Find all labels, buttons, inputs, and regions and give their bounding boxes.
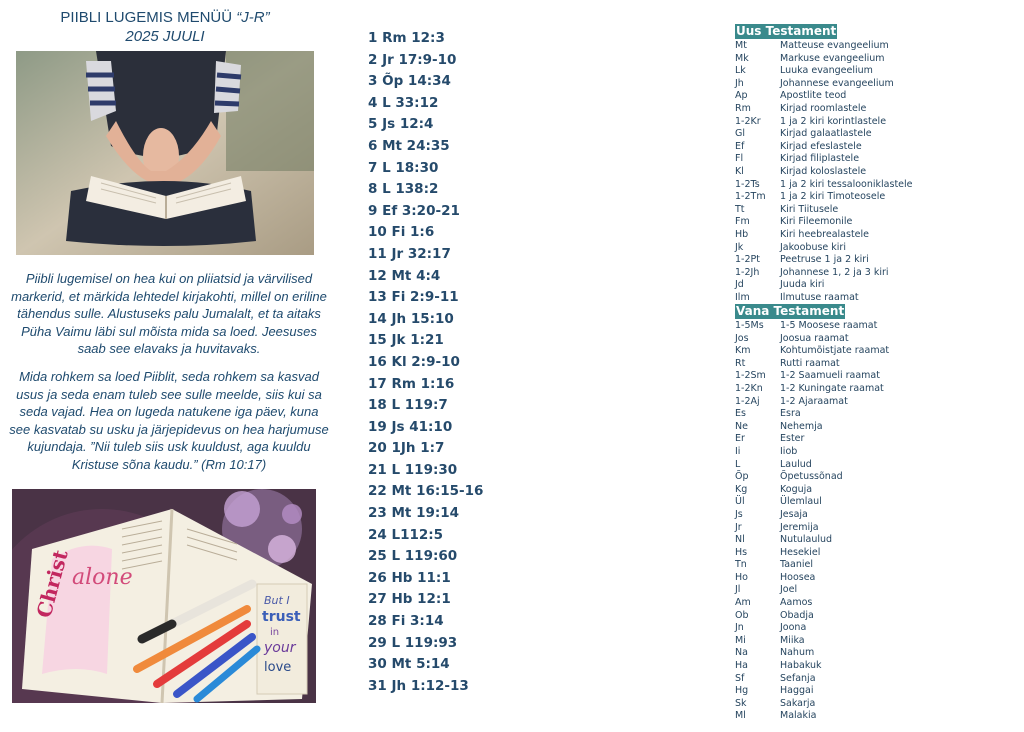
book-row [735, 685, 889, 698]
book-name: Jesaja [780, 508, 808, 520]
book-row [735, 65, 913, 78]
book-name: Nehemja [780, 420, 823, 432]
book-row [735, 522, 889, 535]
book-name: Johannese 1, 2 ja 3 kiri [780, 266, 889, 278]
book-name: Kirjad roomlastele [780, 102, 867, 114]
book-row [735, 358, 889, 371]
book-row [735, 484, 889, 497]
book-abbreviation: 1-5Ms [735, 320, 764, 331]
reading-item: 22 Mt 16:15-16 [368, 483, 484, 500]
book-abbreviation: 1-2Kn [735, 382, 763, 394]
lettering-love: love [264, 660, 292, 675]
book-name: Hesekiel [780, 546, 821, 558]
lettering-your: your [264, 640, 296, 656]
book-name: Ester [780, 433, 805, 445]
book-name: Matteuse evangeelium [780, 40, 889, 51]
book-name: Esra [780, 408, 801, 420]
book-name: Malakia [780, 710, 817, 722]
reading-item: 7 L 18:30 [368, 159, 439, 176]
book-abbreviation: L [735, 458, 741, 470]
book-name: 1 ja 2 kiri Timoteosele [780, 191, 886, 203]
reading-item: 8 L 138:2 [368, 181, 439, 198]
lettering-in: in [270, 627, 280, 638]
book-row [735, 166, 913, 179]
book-row [735, 572, 889, 585]
book-abbreviation: Ii [735, 445, 741, 457]
book-row [735, 229, 913, 242]
book-row [735, 396, 889, 409]
book-row [735, 559, 889, 572]
book-name: Johannese evangeelium [780, 77, 894, 89]
reading-item: 4 L 33:12 [368, 94, 439, 111]
reading-item: 26 Hb 11:1 [368, 569, 451, 586]
book-name: Õpetussõnad [780, 471, 843, 483]
reading-item: 14 Jh 15:10 [368, 310, 454, 327]
title-text: PIIBLI LUGEMIS MENÜÜ [60, 9, 237, 26]
book-name: 1-2 Ajaraamat [780, 395, 848, 407]
book-abbreviation: Jl [735, 584, 741, 596]
book-name: Ilmutuse raamat [780, 291, 859, 303]
book-abbreviation: Jd [735, 279, 744, 291]
book-row [735, 408, 889, 421]
book-name: Sefanja [780, 672, 816, 684]
book-abbreviation: Ül [735, 496, 745, 508]
book-row [735, 383, 889, 396]
book-abbreviation: Sf [735, 672, 745, 684]
new-testament-heading: Uus Testament [736, 24, 837, 38]
book-row [735, 647, 889, 660]
reading-item: 13 Fi 2:9-11 [368, 289, 459, 306]
title-italic: “J-R” [236, 9, 270, 26]
book-row [735, 547, 889, 560]
book-name: Nutulaulud [780, 534, 833, 546]
book-name: Taaniel [780, 559, 814, 571]
book-abbreviation: Js [735, 508, 743, 520]
book-abbreviation: Jn [735, 622, 744, 634]
reading-item: 23 Mt 19:14 [368, 505, 460, 522]
reading-item: 15 Jk 1:21 [368, 332, 444, 349]
reading-item: 30 Mt 5:14 [368, 656, 450, 673]
book-abbreviation: Gl [735, 128, 746, 140]
book-abbreviation: Hs [735, 546, 748, 558]
reading-item: 27 Hb 12:1 [368, 591, 451, 608]
book-row [735, 597, 889, 610]
book-row [735, 710, 889, 723]
old-testament-heading: Vana Testament [736, 304, 845, 318]
book-abbreviation: Jh [735, 77, 744, 89]
lettering-but-i: But I [264, 594, 290, 607]
new-testament-abbreviations [735, 40, 913, 304]
book-name: Kirjad filiplastele [780, 153, 860, 165]
book-name: Kiri heebrealastele [780, 228, 870, 240]
book-abbreviation: 1-2Ts [735, 178, 760, 190]
book-name: Juuda kiri [780, 279, 825, 291]
book-name: Kirjad efeslastele [780, 140, 862, 152]
book-row [735, 471, 889, 484]
reading-item: 31 Jh 1:12-13 [368, 677, 469, 694]
page-title [0, 8, 330, 27]
book-name: Jakoobuse kiri [780, 241, 846, 253]
book-abbreviation: Jos [735, 332, 749, 344]
book-name: Joosua raamat [780, 332, 849, 344]
book-abbreviation: Tt [735, 203, 745, 215]
book-abbreviation: Es [735, 408, 746, 420]
book-name: Kiri Tiitusele [780, 203, 839, 215]
book-row [735, 333, 889, 346]
book-abbreviation: Hg [735, 685, 749, 697]
book-name: Miika [780, 634, 805, 646]
reading-item: 10 Fi 1:6 [368, 224, 435, 241]
book-row [735, 153, 913, 166]
book-row [735, 534, 889, 547]
reading-item: 28 Fi 3:14 [368, 613, 444, 630]
reading-item: 21 L 119:30 [368, 461, 458, 478]
book-name: 1 ja 2 kiri tessalooniklastele [780, 178, 913, 190]
book-abbreviation: Km [735, 345, 751, 357]
book-name: Ülemlaul [780, 496, 822, 508]
book-abbreviation: Jk [735, 241, 744, 253]
book-row [735, 320, 889, 333]
reading-item: 17 Rm 1:16 [368, 375, 455, 392]
book-name: Sakarja [780, 697, 816, 709]
journaling-bible-photo [12, 489, 316, 703]
book-abbreviation: Kl [735, 165, 744, 177]
reading-item: 5 Js 12:4 [368, 116, 434, 133]
lettering-christ: Christ [31, 547, 73, 621]
book-abbreviation: 1-2Kr [735, 115, 761, 127]
book-abbreviation: Fm [735, 216, 750, 228]
reading-item: 25 L 119:60 [368, 548, 458, 565]
book-row [735, 433, 889, 446]
book-name: 1-5 Moosese raamat [780, 320, 878, 331]
book-name: Markuse evangeelium [780, 52, 885, 64]
book-row [735, 141, 913, 154]
reading-item: 12 Mt 4:4 [368, 267, 441, 284]
reading-item: 29 L 119:93 [368, 634, 458, 651]
book-name: Haggai [780, 685, 814, 697]
old-testament-abbreviations [735, 320, 889, 723]
book-row [735, 53, 913, 66]
page-subtitle: 2025 JUULI [125, 28, 205, 45]
daily-readings-list [368, 28, 483, 697]
book-name: Kiri Fileemonile [780, 216, 853, 228]
book-name: Hoosea [780, 571, 816, 583]
reading-item: 1 Rm 12:3 [368, 30, 445, 46]
book-abbreviation: Lk [735, 65, 746, 77]
reading-item: 11 Jr 32:17 [368, 245, 451, 262]
journaling-bible-illustration [12, 489, 316, 703]
book-name: Aamos [780, 597, 813, 609]
book-row [735, 40, 913, 53]
reading-item: 3 Õp 14:34 [368, 73, 451, 90]
reading-item: 18 L 119:7 [368, 397, 448, 414]
book-row [735, 459, 889, 472]
book-row [735, 446, 889, 459]
reading-item: 24 L112:5 [368, 526, 444, 543]
book-name: Jeremija [780, 521, 819, 533]
book-name: 1-2 Kuningate raamat [780, 382, 884, 394]
book-abbreviation: Õp [735, 471, 749, 483]
book-abbreviation: Mt [735, 40, 747, 51]
book-abbreviation: Ap [735, 90, 748, 102]
book-name: Habakuk [780, 660, 822, 672]
book-row [735, 610, 889, 623]
book-row [735, 698, 889, 711]
book-row [735, 292, 913, 305]
book-abbreviation: Na [735, 647, 748, 659]
book-name: Obadja [780, 609, 814, 621]
reading-item: 19 Js 41:10 [368, 418, 453, 435]
book-name: Laulud [780, 458, 812, 470]
book-abbreviation: 1-2Tm [735, 191, 766, 203]
book-row [735, 635, 889, 648]
book-abbreviation: 1-2Jh [735, 266, 760, 278]
book-name: Peetruse 1 ja 2 kiri [780, 254, 869, 266]
book-row [735, 216, 913, 229]
book-abbreviation: Ilm [735, 291, 750, 303]
book-abbreviation: Ob [735, 609, 749, 621]
book-row [735, 90, 913, 103]
reading-item: 9 Ef 3:20-21 [368, 202, 460, 219]
intro-paragraph-2: Mida rohkem sa loed Piiblit, seda rohkem sa kasvad usus ja seda enam tuleb see sulle meelde, siis kui sa seda vajad. Hea on lugeda natukene iga päev, kuna see kasvatab su usku ja järjepidevus on hea harjumuse kujundaja. ”Nii tuleb siis usk kuuldust, aga kuuldu Kristuse sõna kaudu.” (Rm 10:17) [9, 369, 329, 472]
book-row [735, 496, 889, 509]
reading-item: 16 Kl 2:9-10 [368, 353, 460, 370]
book-name: Kirjad koloslastele [780, 165, 867, 177]
book-row [735, 191, 913, 204]
book-abbreviation: Ml [735, 710, 746, 722]
book-row [735, 421, 889, 434]
book-abbreviation: Rt [735, 357, 746, 369]
book-abbreviation: Tn [735, 559, 747, 571]
book-row [735, 242, 913, 255]
book-name: Joona [780, 622, 807, 634]
book-row [735, 179, 913, 192]
lettering-trust: trust [262, 609, 301, 625]
book-row [735, 509, 889, 522]
book-name: 1 ja 2 kiri korintlastele [780, 115, 887, 127]
book-abbreviation: Ef [735, 140, 745, 152]
praying-woman-photo [16, 51, 314, 255]
book-abbreviation: Mi [735, 634, 746, 646]
reading-item: 2 Jr 17:9-10 [368, 51, 457, 68]
book-abbreviation: Ha [735, 660, 748, 672]
book-abbreviation: Sk [735, 697, 747, 709]
book-row [735, 78, 913, 91]
book-abbreviation: Ho [735, 571, 748, 583]
book-abbreviation: Fl [735, 153, 744, 165]
book-name: Nahum [780, 647, 815, 659]
book-row [735, 254, 913, 267]
book-name: 1-2 Saamueli raamat [780, 370, 880, 382]
book-row [735, 622, 889, 635]
book-abbreviation: 1-2Pt [735, 254, 760, 266]
book-name: Koguja [780, 483, 813, 495]
book-abbreviation: Hb [735, 228, 749, 240]
book-name: Joel [780, 584, 798, 596]
book-row [735, 204, 913, 217]
book-row [735, 267, 913, 280]
reading-item: 6 Mt 24:35 [368, 137, 450, 154]
reading-item: 20 1Jh 1:7 [368, 440, 445, 457]
book-abbreviation: Er [735, 433, 745, 445]
book-name: Kohtumõistjate raamat [780, 345, 890, 357]
book-row [735, 660, 889, 673]
book-name: Rutti raamat [780, 357, 840, 369]
book-name: Luuka evangeelium [780, 65, 873, 77]
book-row [735, 279, 913, 292]
book-row [735, 345, 889, 358]
book-name: Kirjad galaatlastele [780, 128, 872, 140]
book-name: Apostlite teod [780, 90, 847, 102]
lettering-alone: alone [72, 565, 133, 590]
book-row [735, 116, 913, 129]
book-row [735, 103, 913, 116]
book-row [735, 370, 889, 383]
book-abbreviation: Am [735, 597, 751, 609]
book-row [735, 584, 889, 597]
book-row [735, 128, 913, 141]
praying-woman-illustration [16, 51, 314, 255]
book-abbreviation: Ne [735, 420, 748, 432]
book-abbreviation: Kg [735, 483, 748, 495]
book-abbreviation: Mk [735, 52, 749, 64]
book-row [735, 673, 889, 686]
book-abbreviation: 1-2Sm [735, 370, 766, 382]
book-abbreviation: 1-2Aj [735, 395, 760, 407]
book-name: Iiob [780, 445, 798, 457]
book-abbreviation: Nl [735, 534, 745, 546]
intro-paragraph-1: Piibli lugemisel on hea kui on pliiatsid ja värvilised markerid, et märkida lehtedel kirjakohti, millel on eriline tähendus sulle. Alustuseks palu Jumalalt, et ta aitaks Püha Vaimu läbi sul mõista mida sa loed. Jeesuses saab see elavaks ja huvitavaks. [11, 271, 327, 356]
book-abbreviation: Rm [735, 102, 751, 114]
book-abbreviation: Jr [735, 521, 742, 533]
